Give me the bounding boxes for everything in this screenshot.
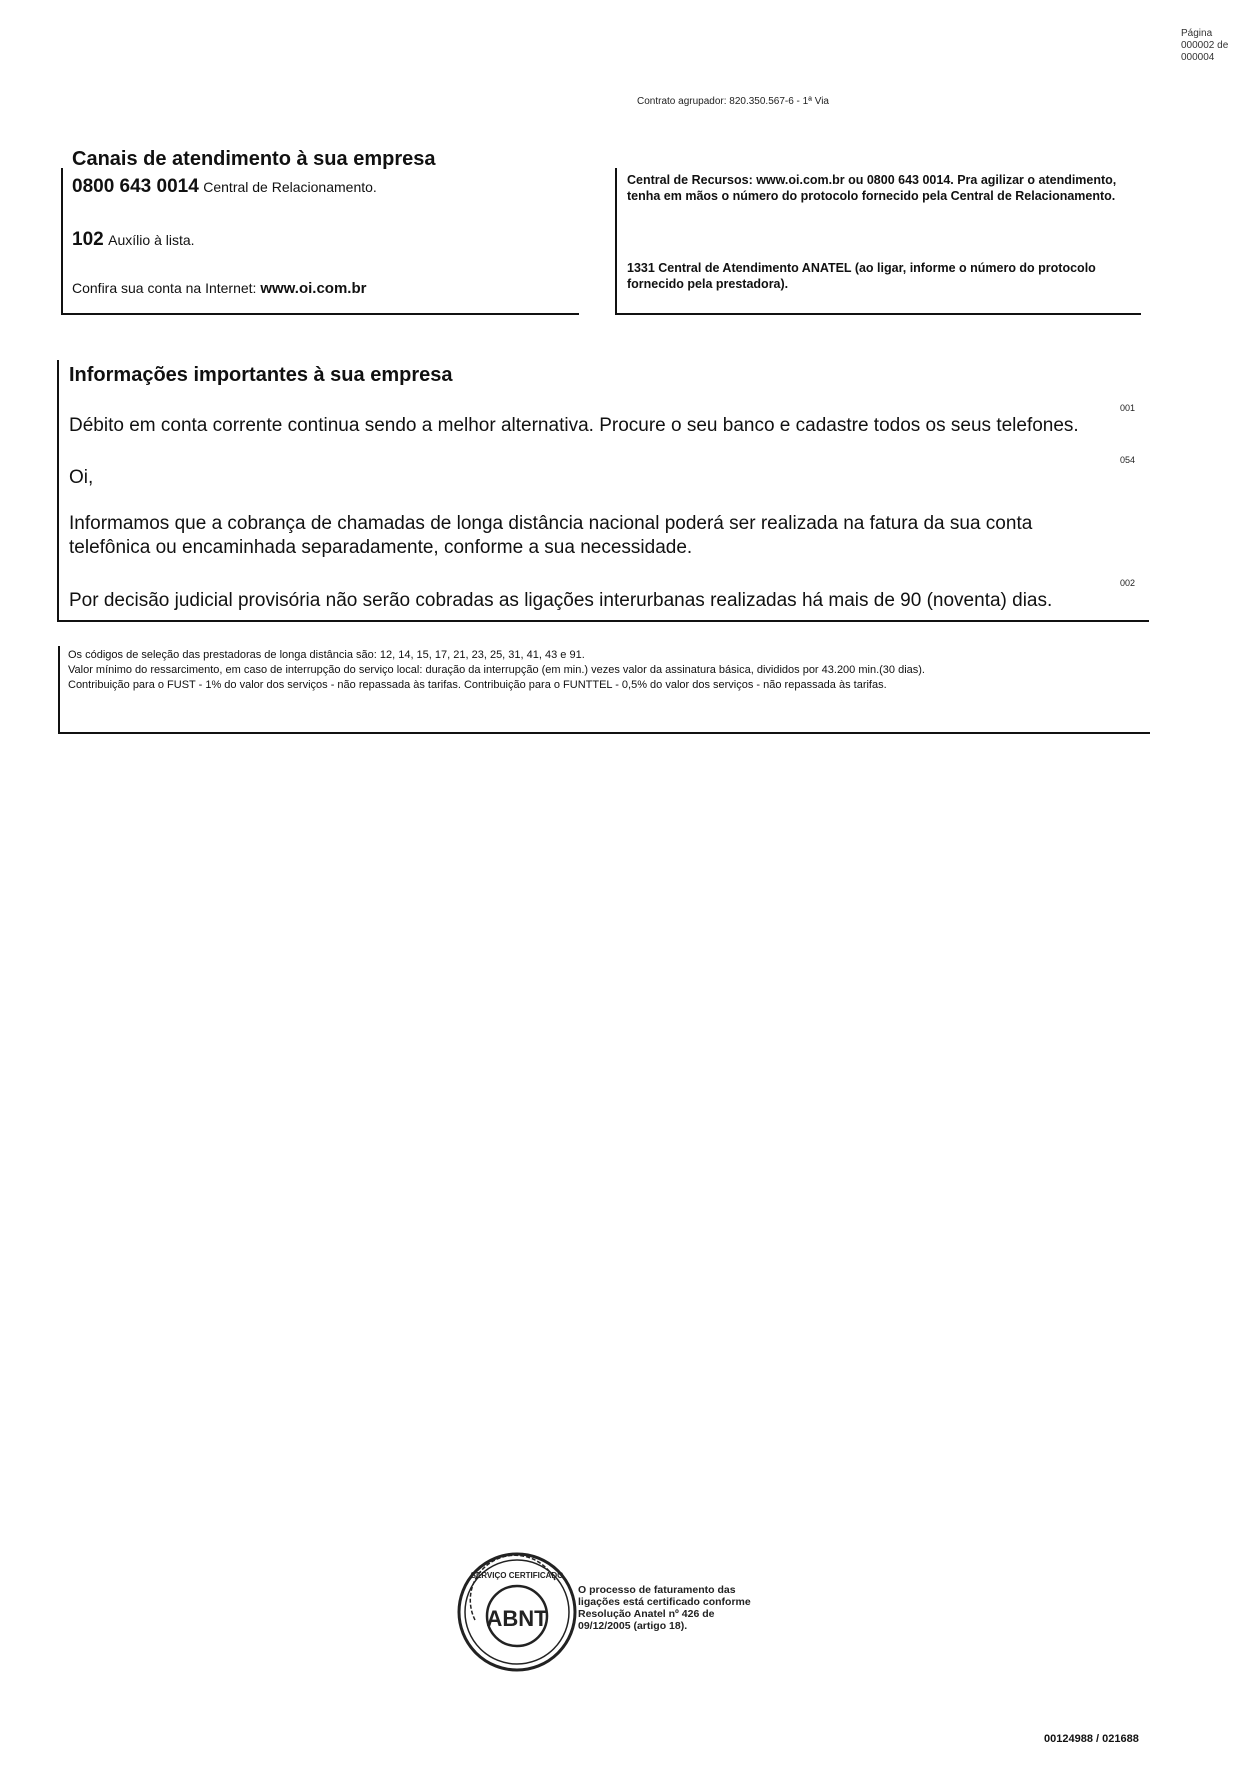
page-current: 000002 de: [1181, 40, 1229, 51]
info-box: [57, 360, 1149, 622]
internet-label: Confira sua conta na Internet:: [72, 280, 257, 296]
abnt-logo-text: ABNT: [486, 1606, 548, 1631]
page-label: Página: [1181, 28, 1213, 39]
message-code: 054: [1120, 455, 1136, 465]
abnt-seal-icon: [455, 1550, 580, 1675]
phone-central-relacionamento: [72, 176, 377, 198]
phone2-desc: Auxílio à lista.: [108, 232, 195, 248]
message-decisao-judicial: Por decisão judicial provisória não serão cobradas as ligações interurbanas realizadas há mais de 90 (noventa) dias.: [69, 590, 1053, 611]
legal-line: Os códigos de seleção das prestadoras de longa distância são: 12, 14, 15, 17, 21, 23, 25, 31, 41, 43 e 91.: [68, 649, 585, 661]
legal-line: Contribuição para o FUST - 1% do valor dos serviços - não repassada às tarifas. Contribuição para o FUNTTEL - 0,5% do valor dos serviços - não repassada às tarifas.: [68, 679, 887, 691]
footer-code: 00124988 / 021688: [1044, 1733, 1139, 1745]
legal-notes: [68, 648, 1158, 693]
page-number: [1181, 28, 1228, 64]
internet-link[interactable]: www.oi.com.br: [260, 280, 367, 297]
message-greeting: Oi,: [69, 467, 94, 488]
internet-line: [72, 280, 366, 297]
canais-title: Canais de atendimento à sua empresa: [72, 148, 436, 170]
info-title: Informações importantes à sua empresa: [69, 364, 453, 386]
phone1-desc: Central de Relacionamento.: [203, 179, 377, 195]
message-code: 002: [1120, 578, 1136, 588]
anatel-text: 1331 Central de Atendimento ANATEL (ao ligar, informe o número do protocolo fornecido pela prestadora).: [627, 261, 1096, 291]
message-longa-distancia: Informamos que a cobrança de chamadas de longa distância nacional poderá ser realizada na fatura da sua conta telefônica ou encaminhada separadamente, conforme a sua necessidade.: [69, 513, 1033, 558]
phone1-number: 0800 643 0014: [72, 176, 199, 197]
legal-line: Valor mínimo do ressarcimento, em caso de interrupção do serviço local: duração da interrupção (em min.) vezes valor da assinatura básica, divididos por 43.200 min.(30 dias).: [68, 664, 925, 676]
contract-number: Contrato agrupador: 820.350.567-6 - 1ª Via: [637, 96, 829, 107]
phone-auxilio-lista: [72, 229, 195, 251]
abnt-ring-text: SERVIÇO CERTIFICADO: [470, 1571, 564, 1580]
page-total: 000004: [1181, 52, 1215, 63]
phone2-number: 102: [72, 229, 104, 250]
central-recursos-text: Central de Recursos: www.oi.com.br ou 0800 643 0014. Pra agilizar o atendimento, tenha em mãos o número do protocolo fornecido pela Central de Relacionamento.: [627, 173, 1117, 203]
seal-text: O processo de faturamento das ligações está certificado conforme Resolução Anatel nº 426 de 09/12/2005 (artigo 18).: [578, 1584, 751, 1632]
message-code: 001: [1120, 403, 1136, 413]
message-debito: Débito em conta corrente continua sendo a melhor alternativa. Procure o seu banco e cadastre todos os seus telefones.: [69, 415, 1079, 436]
